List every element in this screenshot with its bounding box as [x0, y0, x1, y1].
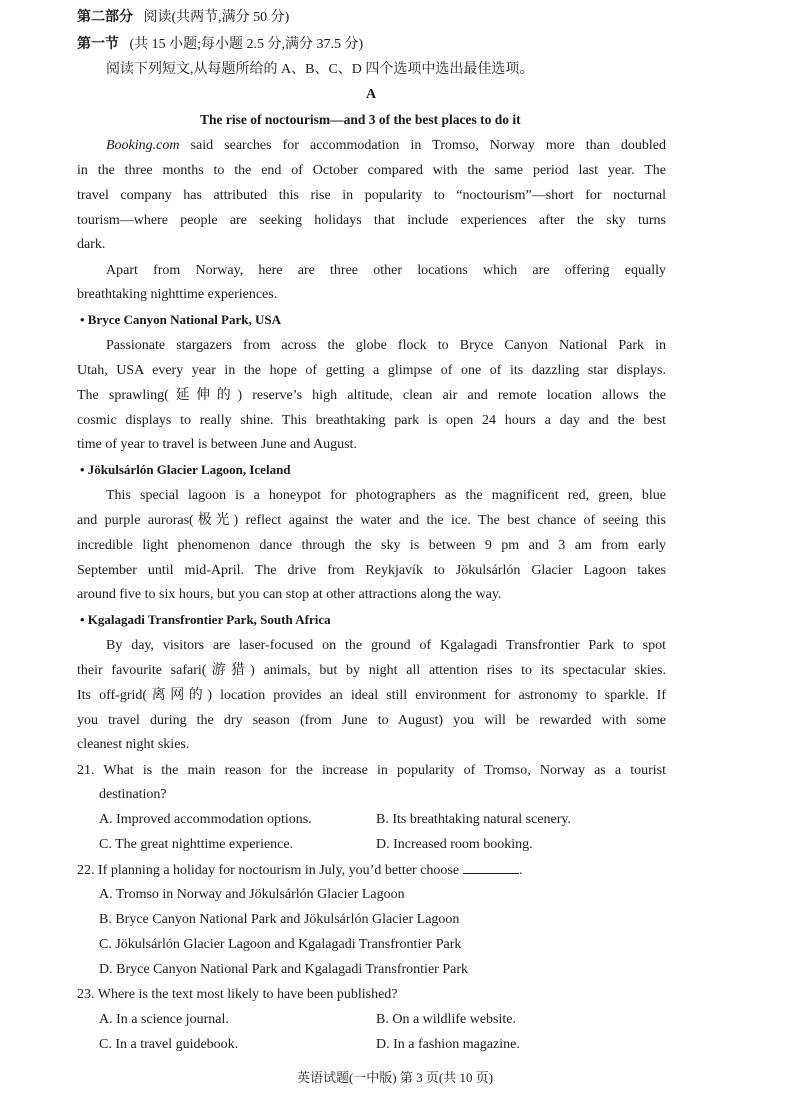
kgala-heading: • Kgalagadi Transfrontier Park, South Africa — [80, 612, 331, 627]
kgala-line-3: Its off-grid(离网的) location provides an ideal still environment for astronomy to sparkle. If — [77, 688, 666, 703]
q21-option-b[interactable]: B. Its breathtaking natural scenery. — [376, 812, 572, 827]
section-heading-detail: 阅读(共两节,满分 50 分) — [143, 10, 290, 25]
q22-answer-blank[interactable] — [463, 861, 519, 874]
page-footer: 英语试题(一中版) 第 3 页(共 10 页) — [296, 1070, 494, 1085]
booking-com-text: Booking.com — [106, 138, 180, 153]
q22-stem — [77, 861, 523, 880]
q23-option-d[interactable]: D. In a fashion magazine. — [376, 1037, 520, 1052]
q22-option-a[interactable]: A. Tromso in Norway and Jökulsárlón Glacier Lagoon — [99, 887, 405, 902]
p2-line-1: Apart from Norway, here are three other locations which are offering equally — [106, 263, 666, 278]
section-heading-label: 第二部分 — [77, 10, 133, 25]
q23-option-b[interactable]: B. On a wildlife website. — [376, 1012, 516, 1027]
bryce-line-5: time of year to travel is between June and August. — [77, 437, 357, 452]
q21-option-d[interactable]: D. Increased room booking. — [376, 837, 533, 852]
bryce-line-3: The sprawling(延伸的) reserve’s high altitude, clean air and remote location allows the — [77, 388, 666, 403]
passage-letter: A — [366, 87, 377, 102]
jokul-line-5: around five to six hours, but you can stop at other attractions along the way. — [77, 587, 502, 602]
p2-line-2: breathtaking nighttime experiences. — [77, 287, 278, 302]
q23-stem: 23. Where is the text most likely to have been published? — [77, 987, 398, 1002]
q22-stem-end: . — [519, 863, 523, 878]
p1-line-3: travel company has attributed this rise in popularity to “noctourism”—short for nocturnal — [77, 188, 666, 203]
jokul-line-4: September until mid-April. The drive from Reykjavík to Jökulsárlón Glacier Lagoon takes — [77, 563, 666, 578]
q21-option-a[interactable]: A. Improved accommodation options. — [99, 812, 312, 827]
part-heading-label: 第一节 — [77, 37, 119, 52]
bryce-heading: • Bryce Canyon National Park, USA — [80, 312, 281, 327]
jokul-line-1: This special lagoon is a honeypot for photographers as the magnificent red, green, blue — [106, 488, 666, 503]
q22-option-d[interactable]: D. Bryce Canyon National Park and Kgalagadi Transfrontier Park — [99, 962, 468, 977]
q21-option-c[interactable]: C. The great nighttime experience. — [99, 837, 294, 852]
q22-option-c[interactable]: C. Jökulsárlón Glacier Lagoon and Kgalagadi Transfrontier Park — [99, 937, 462, 952]
q21-stem-line-2: destination? — [99, 787, 167, 802]
q22-stem-text: 22. If planning a holiday for noctourism in July, you’d better choose — [77, 863, 460, 878]
instruction: 阅读下列短文,从每题所给的 A、B、C、D 四个选项中选出最佳选项。 — [106, 62, 534, 77]
passage-title: The rise of noctourism—and 3 of the best places to do it — [200, 112, 521, 127]
jokul-line-3: incredible light phenomenon dance through the sky is between 9 pm and 3 am from early — [77, 538, 666, 553]
kgala-line-4: you travel during the dry season (from June to August) you will be rewarded with some — [77, 713, 666, 728]
p1-line-4: tourism—where people are seeking holidays that include experiences after the sky turns — [77, 213, 666, 228]
jokul-line-2: and purple auroras(极光) reflect against the water and the ice. The best chance of seeing this — [77, 513, 666, 528]
kgala-line-5: cleanest night skies. — [77, 737, 190, 752]
q22-option-b[interactable]: B. Bryce Canyon National Park and Jökulsárlón Glacier Lagoon — [99, 912, 460, 927]
q23-option-c[interactable]: C. In a travel guidebook. — [99, 1037, 239, 1052]
bryce-line-4: cosmic displays to really shine. This breathtaking park is open 24 hours a day and the best — [77, 413, 666, 428]
section-heading — [77, 9, 289, 27]
bryce-line-2: Utah, USA every year in the hope of getting a glimpse of one of its dazzling star displays. — [77, 363, 666, 378]
kgala-line-2: their favourite safari(游猎) animals, but by night all attention rises to its spectacular skies. — [77, 663, 666, 678]
part-heading — [77, 36, 363, 54]
part-heading-detail: (共 15 小题;每小题 2.5 分,满分 37.5 分) — [129, 37, 364, 52]
q21-stem-line-1: 21. What is the main reason for the increase in popularity of Tromso, Norway as a tourist — [77, 763, 666, 778]
bryce-line-1: Passionate stargazers from across the globe flock to Bryce Canyon National Park in — [106, 338, 666, 353]
p1-line-2: in the three months to the end of October compared with the same period last year. The — [77, 163, 666, 178]
jokul-heading: • Jökulsárlón Glacier Lagoon, Iceland — [80, 462, 291, 477]
p1-line-5: dark. — [77, 237, 106, 252]
q23-option-a[interactable]: A. In a science journal. — [99, 1012, 229, 1027]
p1-line-1: Booking.com said searches for accommodation in Tromso, Norway more than doubled — [106, 138, 666, 153]
kgala-line-1: By day, visitors are laser-focused on the ground of Kgalagadi Transfrontier Park to spot — [106, 638, 666, 653]
